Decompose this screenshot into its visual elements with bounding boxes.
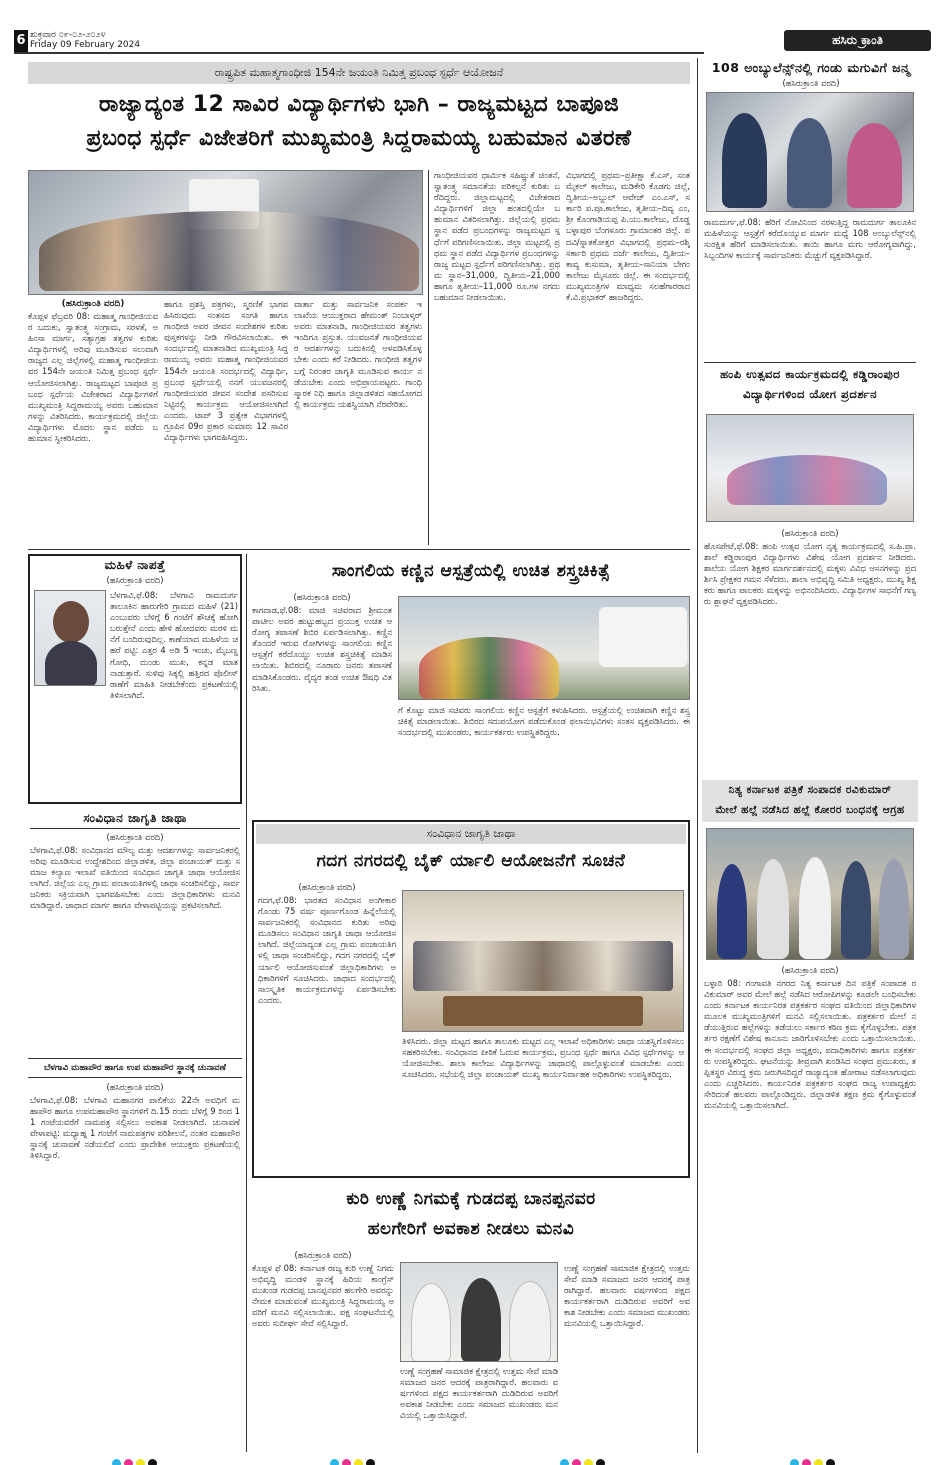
- kuri-headline-1: ಕುರಿ ಉಣ್ಣೆ ನಿಗಮಕ್ಕೆ ಗುಡದಪ್ಪ ಬಾನಪ್ಪನವರ: [346, 1189, 596, 1209]
- election-headline: ಬೆಳಗಾವಿ ಮಹಾಪೌರ ಹಾಗೂ ಉಪ ಮಹಾಪೌರ ಸ್ಥಾನಕ್ಕೆ ಚುನಾವಣೆ: [28, 1058, 242, 1078]
- yoga-headline-2: ವಿದ್ಯಾರ್ಥಿಗಳಿಂದ ಯೋಗ ಪ್ರದರ್ಶನ: [743, 387, 877, 401]
- yoga-credit: (ಹಸಿರುಕ್ರಾಂತಿ ವರದಿ): [781, 528, 839, 538]
- ambulance-photo: [706, 92, 914, 212]
- yellow-dot: [136, 1459, 145, 1465]
- lead-column-5: ವಿಭಾಗದಲ್ಲಿ ಪ್ರಥಮ–ಪ್ರತೀಕ್ಷಾ ಕೆ.ಎಸ್, ಸಂತ ಮೈಕಲ್ ಕಾಲೇಜು, ಮಡಿಕೇರಿ ಕೊಡಗು ಜಿಲ್ಲೆ, ದ್ವಿತೀಯ–ಅಬ್ದುಲ್ ಆವೇಜ್ ಎಂ.ಎಸ್, ಸರ್ಕಾರಿ ಪ.ಪೂ.ಕಾಲೇಜು, ತೃತೀಯ–ದಿವ್ಯ ಎಂ, ಶ್ರೀ ಕೊಂಗಾಡಿಯಪ್ಪ ಪಿ.ಯು.ಕಾಲೇಜು, ದೊಡ್ಡಬಳ್ಳಾಪುರ ಬೆಂಗಳೂರು ಗ್ರಾಮಾಂತರ ಜಿಲ್ಲೆ. ಪದವಿ/ಸ್ನಾತಕೋತ್ತರ ವಿಭಾಗದಲ್ಲಿ ಪ್ರಥಮ–ರಶ್ಮಿ ಸರ್ಕಾರಿ ಪ್ರಥಮ ದರ್ಜೆ ಕಾಲೇಜು, ದ್ವಿತೀಯ–ಕಾವ್ಯ ಕುಸುಮಾ, ತೃತೀಯ–ಸಾನಿಯಾ ಬೇಗಂ ಕಾಲೇಜು ಮೈಸೂರು ಜಿಲ್ಲೆ. ಈ ಸಂದರ್ಭದಲ್ಲಿ ಮುಖ್ಯಮಂತ್ರಿಗಳ ಮಾಧ್ಯಮ ಸಲಹೆಗಾರರಾದ ಕೆ.ವಿ.ಪ್ರಭಾಕರ್ ಹಾಜರಿದ್ದರು.: [566, 170, 690, 303]
- gadag-headline: ಗದಗ ನಗರದಲ್ಲಿ ಬೈಕ್ ರ್ಯಾಲಿ ಆಯೋಜನೆಗೆ ಸೂಚನೆ: [316, 851, 626, 871]
- registration-marks-1: [112, 1453, 160, 1465]
- kuri-headline-2: ಹಲಗೇರಿಗೆ ಅವಕಾಶ ನೀಡಲು ಮನವಿ: [367, 1219, 575, 1239]
- lead-column-1: ಕೊಪ್ಪಳ ಫೆಬ್ರವರಿ 08: ಮಹಾತ್ಮ ಗಾಂಧೀಜಿಯವರ ಬದುಕು, ಸ್ವಾತಂತ್ರ್ಯ ಸಂಗ್ರಾಮ, ಸರಳತೆ, ಅಹಿಂಸಾ ಮಾರ್ಗ, ಸತ್ಯಾಗ್ರಹ ತತ್ವಗಳ ಕುರಿತು ವಿದ್ಯಾರ್ಥಿಗಳಲ್ಲಿ ಅರಿವು ಮೂಡಿಸುವ ಸಲುವಾಗಿ ರಾಜ್ಯದ ಎಲ್ಲ ಜಿಲ್ಲೆಗಳಲ್ಲಿ ಮಹಾತ್ಮ ಗಾಂಧೀಜಿಯವರ 154ನೇ ಜಯಂತಿ ನಿಮಿತ್ತ ಪ್ರಬಂಧ ಸ್ಪರ್ಧೆ ಆಯೋಜಿಸಲಾಗಿತ್ತು. ರಾಜ್ಯಮಟ್ಟದ ಬಾಪೂಜಿ ಪ್ರಬಂಧ ಸ್ಪರ್ಧೆಯ ವಿಜೇತರಾದ ವಿದ್ಯಾರ್ಥಿಗಳಿಗೆ ಮುಖ್ಯಮಂತ್ರಿ ಸಿದ್ದರಾಮಯ್ಯ ಅವರು ಬಹುಮಾನಗಳನ್ನು ವಿತರಿಸಿದರು. ಕಾರ್ಯಕ್ರಮದಲ್ಲಿ ಜಿಲ್ಲೆಯ ವಿದ್ಯಾರ್ಥಿಗಳು ಮೊದಲ ಸ್ಥಾನ ಪಡೆದು ಬಹುಮಾನ ಸ್ವೀಕರಿಸಿದರು.: [28, 311, 158, 444]
- kuri-credit: (ಹಸಿರುಕ್ರಾಂತಿ ವರದಿ): [294, 1250, 352, 1260]
- ambulance-credit: (ಹಸಿರುಕ್ರಾಂತಿ ವರದಿ): [782, 78, 840, 88]
- yoga-body: ಹೊಸಪೇಟೆ,ಫೆ.08: ಹಂಪಿ ಉತ್ಸವ ಯೋಗ ನೃತ್ಯ ಕಾರ್ಯಕ್ರಮದಲ್ಲಿ ಸ.ಹಿ.ಪ್ರಾ.ಶಾಲೆ ಕಡ್ಡಿರಾಂಪುರ ವಿದ್ಯಾರ್ಥಿಗಳು ವಿಶೇಷ ಯೋಗ ಪ್ರದರ್ಶನ ನೀಡಿದರು. ಶಾಲೆಯ ಯೋಗ ಶಿಕ್ಷಕರ ಮಾರ್ಗದರ್ಶನದಲ್ಲಿ ಮಕ್ಕಳು ವಿವಿಧ ಆಸನಗಳನ್ನು ಪ್ರದರ್ಶಿಸಿ ಪ್ರೇಕ್ಷಕರ ಗಮನ ಸೆಳೆದರು. ಶಾಲಾ ಅಭಿವೃದ್ಧಿ ಸಮಿತಿ ಅಧ್ಯಕ್ಷರು, ಮುಖ್ಯ ಶಿಕ್ಷಕರು ಹಾಗೂ ಪಾಲಕರು ಮಕ್ಕಳನ್ನು ಅಭಿನಂದಿಸಿದರು. ವಿದ್ಯಾರ್ಥಿಗಳ ಸಾಧನೆಗೆ ಗಣ್ಯರು ಶ್ಲಾಘನೆ ವ್ಯಕ್ತಪಡಿಸಿದರು.: [704, 541, 916, 607]
- jatha-left-credit: (ಹಸಿರುಕ್ರಾಂತಿ ವರದಿ): [106, 832, 164, 842]
- lead-column-2: ಹಾಗೂ ಪ್ರಶಸ್ತಿ ಪತ್ರಗಳು, ಸ್ಮರಣಿಕೆ ಭಾಗವಹಿಸಿರುವುದು ಸಂತಸದ ಸಂಗತಿ ಹಾಗೂ ಗಾಂಧೀಜಿ ಅವರ ಜೀವನ ಸಂದೇಶಗಳ ಕುರಿತು ಪುಸ್ತಕಗಳನ್ನು ನೀಡಿ ಗೌರವಿಸಲಾಯಿತು. ಈ ಸಂದರ್ಭದಲ್ಲಿ ಮಾತನಾಡಿದ ಮುಖ್ಯಮಂತ್ರಿ ಸಿದ್ದರಾಮಯ್ಯ ಅವರು ಮಹಾತ್ಮ ಗಾಂಧೀಜಿಯವರ 154ನೇ ಜಯಂತಿ ಸಂದರ್ಭದಲ್ಲಿ ವಿದ್ಯಾರ್ಥಿ, ಪ್ರಬಂಧ ಸ್ಪರ್ಧೆಯಲ್ಲಿ ನನಗೆ ಯುವಜನರಲ್ಲಿ ಗಾಂಧೀಜಿಯವರ ಜೀವನ ಸಂದೇಶ ಪಸರಿಸುವ ನಿಟ್ಟಿನಲ್ಲಿ ಕಾರ್ಯಕ್ರಮ ಆಯೋಜಿಸಲಾಗಿದೆ ಎಂದರು. ಟಾಪ್ 3 ಪ್ರತ್ಯೇಕ ವಿಭಾಗಗಳಲ್ಲಿ ಗ್ರೂಪಿನ 09ರ ಪ್ರಕಾರ ಸುಮಾರು 12 ಸಾವಿರ ವಿದ್ಯಾರ್ಥಿಗಳು ಭಾಗವಹಿಸಿದ್ದರು.: [164, 299, 288, 443]
- page-number: 6: [14, 30, 28, 52]
- black-dot: [148, 1459, 157, 1465]
- lead-photo-award-ceremony: [28, 170, 423, 295]
- ambulance-body: ರಾಮದುರ್ಗ,ಫೆ.08: ಹೆರಿಗೆ ನೋವಿನಿಂದ ನರಳುತ್ತಿದ್ದ ರಾಮದುರ್ಗ ತಾಲೂಕಿನ ಮಹಿಳೆಯನ್ನು ಆಸ್ಪತ್ರೆಗೆ ಕರೆದೊಯ್ಯುವ ಮಾರ್ಗ ಮಧ್ಯೆ 108 ಅಂಬ್ಯುಲೆನ್ಸ್‌ನಲ್ಲಿ ಸುರಕ್ಷಿತ ಹೆರಿಗೆ ಮಾಡಿಸಲಾಯಿತು. ತಾಯಿ ಹಾಗೂ ಮಗು ಆರೋಗ್ಯವಾಗಿದ್ದು, ಸಿಬ್ಬಂದಿಗಳ ಕಾರ್ಯಕ್ಕೆ ಸಾರ್ವಜನಿಕರು ಮೆಚ್ಚುಗೆ ವ್ಯಕ್ತಪಡಿಸಿದ್ದಾರೆ.: [704, 217, 916, 261]
- ravikumar-headline-1: ನಿತ್ಯ ಕರ್ನಾಟಕ ಪತ್ರಿಕೆ ಸಂಪಾದಕ ರವಿಕುಮಾರ್: [728, 784, 892, 796]
- right-column-rule: [697, 58, 698, 1453]
- yoga-top-rule: [704, 362, 916, 363]
- ravikumar-body: ಬಳ್ಳಾರಿ 08: ಗಂಗಾವತಿ ನಗರದ ನಿತ್ಯ ಕರ್ನಾಟಕ ದಿನ ಪತ್ರಿಕೆ ಸಂಪಾದಕ ರವಿಕುಮಾರ್ ಅವರ ಮೇಲೆ ಹಲ್ಲೆ ನಡೆಸಿದ ಆರೋಪಿಗಳನ್ನು ಕೂಡಲೇ ಬಂಧಿಸಬೇಕು ಎಂದು ಕರ್ನಾಟಕ ಕಾರ್ಯನಿರತ ಪತ್ರಕರ್ತರ ಸಂಘದ ವತಿಯಿಂದ ಜಿಲ್ಲಾಧಿಕಾರಿಗಳ ಮೂಲಕ ಮುಖ್ಯಮಂತ್ರಿಗಳಿಗೆ ಮನವಿ ಸಲ್ಲಿಸಲಾಯಿತು. ಪತ್ರಕರ್ತರ ಮೇಲೆ ನಡೆಯುತ್ತಿರುವ ಹಲ್ಲೆಗಳನ್ನು ತಡೆಯಲು ಸರ್ಕಾರ ಕಠಿಣ ಕ್ರಮ ಕೈಗೊಳ್ಳಬೇಕು. ಪತ್ರಕರ್ತರ ರಕ್ಷಣೆಗೆ ವಿಶೇಷ ಕಾನೂನು ಜಾರಿಗೊಳಿಸಬೇಕು ಎಂದು ಒತ್ತಾಯಿಸಲಾಯಿತು. ಈ ಸಂದರ್ಭದಲ್ಲಿ ಸಂಘದ ಜಿಲ್ಲಾ ಅಧ್ಯಕ್ಷರು, ಪದಾಧಿಕಾರಿಗಳು ಹಾಗೂ ಪತ್ರಕರ್ತರು ಉಪಸ್ಥಿತರಿದ್ದರು. ಘಟನೆಯನ್ನು ತೀವ್ರವಾಗಿ ಖಂಡಿಸಿದ ಸಂಘದ ಪ್ರಮುಖರು, ತಪ್ಪಿತಸ್ಥರ ವಿರುದ್ಧ ಕ್ರಮ ಜರುಗಿಸದಿದ್ದರೆ ರಾಜ್ಯಾದ್ಯಂತ ಹೋರಾಟ ನಡೆಸಲಾಗುವುದು ಎಂದು ಎಚ್ಚರಿಸಿದರು. ಕಾರ್ಯನಿರತ ಪತ್ರಕರ್ತರ ಸಂಘದ ರಾಜ್ಯ ಉಪಾಧ್ಯಕ್ಷರು ಸೇರಿದಂತೆ ಹಲವರು ಪಾಲ್ಗೊಂಡಿದ್ದರು. ಜಿಲ್ಲಾಡಳಿತ ತಕ್ಷಣ ಕ್ರಮ ಕೈಗೊಳ್ಳುವಂತೆ ಮನವಿಯಲ್ಲಿ ಒತ್ತಾಯಿಸಲಾಗಿದೆ.: [704, 978, 916, 1111]
- lead-headline-1: ರಾಜ್ಯಾದ್ಯಂತ 12 ಸಾವಿರ ವಿದ್ಯಾರ್ಥಿಗಳು ಭಾಗಿ – ರಾಜ್ಯಮಟ್ಟದ ಬಾಪೂಜಿ: [98, 92, 620, 117]
- lead-bottom-rule: [28, 549, 690, 550]
- gadag-body-2: ತಿಳಿಸಿದರು. ಜಿಲ್ಲಾ ಮಟ್ಟದ ಹಾಗೂ ತಾಲೂಕು ಮಟ್ಟದ ಎಲ್ಲ ಇಲಾಖೆ ಅಧಿಕಾರಿಗಳು ಜಾಥಾ ಯಶಸ್ವಿಗೊಳಿಸಲು ಸಹಕರಿಸಬೇಕು. ಸಂವಿಧಾನದ ಪೀಠಿಕೆ ಓದುವ ಕಾರ್ಯಕ್ರಮ, ಪ್ರಬಂಧ ಸ್ಪರ್ಧೆ ಹಾಗೂ ವಿವಿಧ ಸ್ಪರ್ಧೆಗಳನ್ನು ಆಯೋಜಿಸಬೇಕು. ಶಾಲಾ ಕಾಲೇಜು ವಿದ್ಯಾರ್ಥಿಗಳನ್ನು ಜಾಥಾದಲ್ಲಿ ಪಾಲ್ಗೊಳ್ಳುವಂತೆ ಮಾಡಬೇಕು ಎಂದು ಸೂಚಿಸಿದರು. ಸಭೆಯಲ್ಲಿ ಜಿಲ್ಲಾ ಪಂಚಾಯತ್ ಮುಖ್ಯ ಕಾರ್ಯನಿರ್ವಾಹಕ ಅಧಿಕಾರಿಗಳು ಉಪಸ್ಥಿತರಿದ್ದರು.: [402, 1036, 684, 1080]
- jatha-left-headline: ಸಂವಿಧಾನ ಜಾಗೃತಿ ಜಾಥಾ: [30, 808, 240, 829]
- missing-body: ಬೆಳಗಾವಿ,ಫೆ.08: ಬೆಳಗಾವಿ ರಾಮದುರ್ಗ ತಾಲೂಕಿನ ಹಾರುಗೇರಿ ಗ್ರಾಮದ ಮಹಿಳೆ (21) ಎಂಬುವರು ಬೆಳಿಗ್ಗೆ 6 ಗಂಟೆಗೆ ಶೌಚಕ್ಕೆ ಹೋಗಿ ಬರುತ್ತೇನೆ ಎಂದು ಹೇಳಿ ಹೋದವರು ಮರಳಿ ಮನೆಗೆ ಬಂದಿರುವುದಿಲ್ಲ. ಕಾಣೆಯಾದ ಮಹಿಳೆಯ ಚಹರೆ ಪಟ್ಟಿ: ಎತ್ತರ 4 ಅಡಿ 5 ಇಂಚು, ಮೈಬಣ್ಣ ಗೋಧಿ, ದುಂಡು ಮುಖ, ಕನ್ನಡ ಮಾತನಾಡುತ್ತಾರೆ. ಸುಳಿವು ಸಿಕ್ಕಲ್ಲಿ ಹತ್ತಿರದ ಪೊಲೀಸ್ ಠಾಣೆಗೆ ಮಾಹಿತಿ ನೀಡಬೇಕೆಂದು ಪ್ರಕಟಣೆಯಲ್ಲಿ ತಿಳಿಸಲಾಗಿದೆ.: [110, 590, 238, 700]
- yoga-photo: [706, 414, 914, 522]
- kuri-caption-text: ಉಣ್ಣೆ ಸಂಗ್ರಹಣೆ ಸಾಮಾಜಿಕ ಕ್ಷೇತ್ರದಲ್ಲಿ ಉತ್ತಮ ಸೇವೆ ಮಾಡಿ ಸಮಾಜದ ಜನರ ಆದರಕ್ಕೆ ಪಾತ್ರರಾಗಿದ್ದಾರೆ. ಹಲವಾರು ವರ್ಷಗಳಿಂದ ಪಕ್ಷದ ಕಾರ್ಯಕರ್ತರಾಗಿ ದುಡಿದಿರುವ ಅವರಿಗೆ ಅವಕಾಶ ನೀಡಬೇಕು ಎಂದು ಸಮಾಜದ ಮುಖಂಡರು ಮನವಿಯಲ್ಲಿ ಒತ್ತಾಯಿಸಿದ್ದಾರೆ.: [400, 1366, 558, 1421]
- registration-marks-3: [560, 1453, 608, 1465]
- lead-credit: (ಹಸಿರುಕ್ರಾಂತಿ ವರದಿ): [61, 299, 125, 309]
- dateline: [30, 30, 140, 50]
- ambulance-headline: 108 ಅಂಬ್ಯುಲೆನ್ಸ್‌ನಲ್ಲಿ ಗಂಡು ಮಗುವಿಗೆ ಜನ್ಮ: [711, 60, 911, 75]
- ravikumar-headline-box: [702, 780, 918, 822]
- ravikumar-headline-2: ಮೇಲೆ ಹಲ್ಲೆ ನಡೆಸಿದ ಹಲ್ಲೆ ಕೋರರ ಬಂಧನಕ್ಕೆ ಆಗ್ರಹ: [715, 804, 905, 816]
- kuri-body-2: ಉಣ್ಣೆ ಸಂಗ್ರಹಣೆ ಸಾಮಾಜಿಕ ಕ್ಷೇತ್ರದಲ್ಲಿ ಉತ್ತಮ ಸೇವೆ ಮಾಡಿ ಸಮಾಜದ ಜನರ ಆದರಕ್ಕೆ ಪಾತ್ರರಾಗಿದ್ದಾರೆ. ಹಲವಾರು ವರ್ಷಗಳಿಂದ ಪಕ್ಷದ ಕಾರ್ಯಕರ್ತರಾಗಿ ದುಡಿದಿರುವ ಅವರಿಗೆ ಅವಕಾಶ ನೀಡಬೇಕು ಎಂದು ಸಮಾಜದ ಮುಖಂಡರು ಮನವಿಯಲ್ಲಿ ಒತ್ತಾಯಿಸಿದ್ದಾರೆ.: [564, 1263, 690, 1329]
- kuri-photo: [400, 1262, 558, 1362]
- page-header: [14, 30, 931, 54]
- gadag-meeting-photo: [402, 890, 684, 1032]
- lead-column-4: ಗಾಂಧೀಜಿಯವರ ಧಾರ್ಮಿಕ ಸಹಿಷ್ಣುತೆ ಚಿಂತನೆ, ಸ್ವಾತಂತ್ರ್ಯ ಸಮಾನತೆಯ ಪರಿಕಲ್ಪನೆ ಕುರಿತು ಬರೆದಿದ್ದರು. ಜಿಲ್ಲಾಮಟ್ಟದಲ್ಲಿ ವಿಜೇತರಾದ ವಿದ್ಯಾರ್ಥಿಗಳಿಗೆ ಜಿಲ್ಲಾ ಹಂತದಲ್ಲಿಯೇ ಬಹುಮಾನ ವಿತರಿಸಲಾಗಿತ್ತು. ಜಿಲ್ಲೆಯಲ್ಲಿ ಪ್ರಥಮ ಸ್ಥಾನ ಪಡೆದ ಪ್ರಬಂಧಗಳನ್ನು ರಾಜ್ಯಮಟ್ಟದ ಸ್ಪರ್ಧೆಗೆ ಪರಿಗಣಿಸಲಾಯಿತು. ಜಿಲ್ಲಾ ಮಟ್ಟದಲ್ಲಿ ಪ್ರಥಮ ಸ್ಥಾನ ಪಡೆದ ವಿದ್ಯಾರ್ಥಿಗಳ ಪ್ರಬಂಧಗಳನ್ನು ರಾಜ್ಯ ಮಟ್ಟದ ಸ್ಪರ್ಧೆಗೆ ಪರಿಗಣಿಸಲಾಗಿತ್ತು. ಪ್ರಥಮ ಸ್ಥಾನ–31,000, ದ್ವಿತೀಯ–21,000 ಹಾಗೂ ತೃತೀಯ–11,000 ರೂ.ಗಳ ನಗದು ಬಹುಮಾನ ನೀಡಲಾಯಿತು.: [434, 170, 560, 303]
- cyan-dot: [112, 1459, 121, 1465]
- missing-headline: ಮಹಿಳೆ ನಾಪತ್ತೆ: [104, 558, 166, 572]
- sangli-photo: [398, 596, 690, 700]
- sangli-headline: ಸಾಂಗಲಿಯ ಕಣ್ಣಿನ ಆಸ್ಪತ್ರೆಯಲ್ಲಿ ಉಚಿತ ಶಸ್ತ್ರಚಿಕಿತ್ಸೆ: [331, 561, 611, 581]
- sangli-body-2: ಗೆ ಕೊಟ್ಟು ಮಾಜಿ ಸಚಿವರು ಸಾಂಗಲಿಯ ಕಣ್ಣಿನ ಆಸ್ಪತ್ರೆಗೆ ಕಳುಹಿಸಿದರು. ಆಸ್ಪತ್ರೆಯಲ್ಲಿ ಉಚಿತವಾಗಿ ಕಣ್ಣಿನ ಶಸ್ತ್ರಚಿಕಿತ್ಸೆ ಮಾಡಲಾಯಿತು. ಶಿಬಿರದ ಸದುಪಯೋಗ ಪಡೆದುಕೊಂಡ ಫಲಾನುಭವಿಗಳು ಸಂತಸ ವ್ಯಕ್ತಪಡಿಸಿದರು. ಈ ಸಂದರ್ಭದಲ್ಲಿ ಮುಖಂಡರು, ಕಾರ್ಯಕರ್ತರು ಉಪಸ್ಥಿತರಿದ್ದರು.: [398, 705, 690, 738]
- section-tag: ಹಸಿರು ಕ್ರಾಂತಿ: [784, 30, 931, 51]
- kuri-body: ಕೊಪ್ಪಳ ಫೆ 08: ಕರ್ನಾಟಕ ರಾಜ್ಯ ಕುರಿ ಉಣ್ಣೆ ನಿಗಮ ಅಭಿವೃದ್ಧಿ ಮಂಡಳಿ ಸ್ಥಾನಕ್ಕೆ ಹಿರಿಯ ಕಾಂಗ್ರೆಸ್ ಮುಖಂಡ ಗುಡದಪ್ಪ ಬಾನಪ್ಪನವರ ಹಲಗೇರಿ ಅವರನ್ನು ನೇಮಕ ಮಾಡುವಂತೆ ಮುಖ್ಯಮಂತ್ರಿ ಸಿದ್ದರಾಮಯ್ಯ ಅವರಿಗೆ ಮನವಿ ಸಲ್ಲಿಸಲಾಯಿತು. ಪಕ್ಷ ಸಂಘಟನೆಯಲ್ಲಿ ಅವರು ಸುದೀರ್ಘ ಸೇವೆ ಸಲ್ಲಿಸಿದ್ದಾರೆ.: [252, 1263, 394, 1329]
- gadag-kicker: ಸಂವಿಧಾನ ಜಾಗೃತಿ ಜಾಥಾ: [256, 824, 686, 844]
- missing-credit: (ಹಸಿರುಕ್ರಾಂತಿ ವರದಿ): [106, 575, 164, 585]
- date-english: Friday 09 February 2024: [30, 40, 141, 50]
- sangli-body: ಕಾಗವಾಡ,ಫೆ.08: ಮಾಜಿ ಸಚಿವರಾದ ಶ್ರೀಮಂತ ಪಾಟೀಲ ಅವರ ಹುಟ್ಟುಹಬ್ಬದ ಪ್ರಯುಕ್ತ ಉಚಿತ ಆರೋಗ್ಯ ತಪಾಸಣೆ ಶಿಬಿರ ಏರ್ಪಡಿಸಲಾಗಿತ್ತು. ಕಣ್ಣಿನ ತೊಂದರೆ ಇರುವ ರೋಗಿಗಳನ್ನು ಸಾಂಗಲಿಯ ಕಣ್ಣಿನ ಆಸ್ಪತ್ರೆಗೆ ಕರೆದೊಯ್ದು ಉಚಿತ ಶಸ್ತ್ರಚಿಕಿತ್ಸೆ ಮಾಡಿಸಲಾಯಿತು. ಶಿಬಿರದಲ್ಲಿ ನೂರಾರು ಜನರು ತಪಾಸಣೆ ಮಾಡಿಸಿಕೊಂಡರು. ವೈದ್ಯರ ತಂಡ ಉಚಿತ ಔಷಧಿ ವಿತರಿಸಿತು.: [252, 605, 392, 693]
- missing-person-photo: [34, 590, 106, 686]
- gadag-credit: (ಹಸಿರುಕ್ರಾಂತಿ ವರದಿ): [298, 882, 356, 892]
- lead-kicker: ರಾಷ್ಟ್ರಪಿತ ಮಹಾತ್ಮಗಾಂಧೀಜಿ 154ನೇ ಜಯಂತಿ ನಿಮಿತ್ತ ಪ್ರಬಂಧ ಸ್ಪರ್ಧೆ ಆಯೋಜನೆ: [28, 62, 690, 84]
- date-kannada: ಶುಕ್ರವಾರ ೦೯-೦೨-೨೦೨೪: [30, 30, 106, 40]
- jatha-left-body: ಬೆಳಗಾವಿ,ಫೆ.08: ಸಂವಿಧಾನದ ಮೌಲ್ಯ ಮತ್ತು ಆದರ್ಶಗಳನ್ನು ಸಾರ್ವಜನಿಕರಲ್ಲಿ ಅರಿವು ಮೂಡಿಸುವ ಉದ್ದೇಶದಿಂದ ಜಿಲ್ಲಾಡಳಿತ, ಜಿಲ್ಲಾ ಪಂಚಾಯತ್ ಮತ್ತು ಸಮಾಜ ಕಲ್ಯಾಣ ಇಲಾಖೆ ವತಿಯಿಂದ ಸಂವಿಧಾನ ಜಾಗೃತಿ ಜಾಥಾ ಆಯೋಜಿಸಲಾಗಿದೆ. ಜಿಲ್ಲೆಯ ಎಲ್ಲ ಗ್ರಾಮ ಪಂಚಾಯತಿಗಳಲ್ಲಿ ಜಾಥಾ ಸಂಚರಿಸಲಿದ್ದು, ಸಾರ್ವಜನಿಕರು ಸಕ್ರಿಯವಾಗಿ ಭಾಗವಹಿಸಬೇಕು ಎಂದು ಜಿಲ್ಲಾಧಿಕಾರಿಗಳು ಮನವಿ ಮಾಡಿದ್ದಾರೆ. ಜಾಥಾದ ಮಾರ್ಗ ಹಾಗೂ ವೇಳಾಪಟ್ಟಿಯನ್ನು ಪ್ರಕಟಿಸಲಾಗಿದೆ.: [30, 845, 240, 911]
- lead-headline-2: ಪ್ರಬಂಧ ಸ್ಪರ್ಧೆ ವಿಜೇತರಿಗೆ ಮುಖ್ಯಮಂತ್ರಿ ಸಿದ್ದರಾಮಯ್ಯ ಬಹುಮಾನ ವಿತರಣೆ: [86, 126, 632, 151]
- lead-column-3: ವಾರ್ತಾ ಮತ್ತು ಸಾರ್ವಜನಿಕ ಸಂಪರ್ಕ ಇಲಾಖೆಯ ಆಯುಕ್ತರಾದ ಹೇಮಂತ್ ನಿಂಬಾಳ್ಕರ್ ಅವರು ಮಾತನಾಡಿ, ಗಾಂಧೀಜಿಯವರ ತತ್ವಗಳು ಇಂದಿಗೂ ಪ್ರಸ್ತುತ. ಯುವಜನತೆ ಗಾಂಧೀಜಿಯವರ ಆದರ್ಶಗಳನ್ನು ಬದುಕಿನಲ್ಲಿ ಅಳವಡಿಸಿಕೊಳ್ಳಬೇಕು ಎಂದು ಕರೆ ನೀಡಿದರು. ಗಾಂಧೀಜಿ ತತ್ವಗಳ ಬಗ್ಗೆ ನಿರಂತರ ಜಾಗೃತಿ ಮೂಡಿಸುವ ಕಾರ್ಯ ನಡೆಯಬೇಕು ಎಂದು ಅಭಿಪ್ರಾಯಪಟ್ಟರು. ಗಾಂಧಿ ಸ್ಮಾರಕ ನಿಧಿ ಹಾಗೂ ಜಿಲ್ಲಾಡಳಿತದ ಸಹಯೋಗದಲ್ಲಿ ಕಾರ್ಯಕ್ರಮ ಯಶಸ್ವಿಯಾಗಿ ನೆರವೇರಿತು.: [294, 299, 422, 409]
- column-rule: [428, 170, 429, 545]
- election-body: ಬೆಳಗಾವಿ,ಫೆ.08: ಬೆಳಗಾವಿ ಮಹಾನಗರ ಪಾಲಿಕೆಯ 22ನೇ ಅವಧಿಗೆ ಮಹಾಪೌರ ಹಾಗೂ ಉಪಮಹಾಪೌರ ಸ್ಥಾನಗಳಿಗೆ ದಿ.15 ರಂದು ಬೆಳಿಗ್ಗೆ 9 ರಿಂದ 11 ಗಂಟೆಯವರೆಗೆ ನಾಮಪತ್ರ ಸಲ್ಲಿಸಲು ಅವಕಾಶ ನೀಡಲಾಗಿದೆ. ಚುನಾವಣೆ ವೇಳಾಪಟ್ಟಿ: ಮಧ್ಯಾಹ್ನ 1 ಗಂಟೆಗೆ ನಾಮಪತ್ರಗಳ ಪರಿಶೀಲನೆ, ನಂತರ ಮಹಾಪೌರ ಸ್ಥಾನಕ್ಕೆ ಚುನಾವಣೆ ನಡೆಯಲಿದೆ ಎಂದು ಪ್ರಾದೇಶಿಕ ಆಯುಕ್ತರು ಪ್ರಕಟಣೆಯಲ್ಲಿ ತಿಳಿಸಿದ್ದಾರೆ.: [30, 1095, 240, 1161]
- left-column-rule: [246, 554, 247, 1452]
- election-credit: (ಹಸಿರುಕ್ರಾಂತಿ ವರದಿ): [106, 1082, 164, 1092]
- magenta-dot: [124, 1459, 133, 1465]
- gadag-body: ಗದಗ,ಫೆ.08: ಭಾರತದ ಸಂವಿಧಾನ ಅಂಗೀಕಾರಗೊಂಡು 75 ವರ್ಷ ಪೂರ್ಣಗೊಂಡ ಹಿನ್ನೆಲೆಯಲ್ಲಿ ಸಾರ್ವಜನಿಕರಲ್ಲಿ ಸಂವಿಧಾನದ ಕುರಿತು ಅರಿವು ಮೂಡಿಸಲು ಸಂವಿಧಾನ ಜಾಗೃತಿ ಜಾಥಾ ಆಯೋಜಿಸಲಾಗಿದೆ. ಜಿಲ್ಲೆಯಾದ್ಯಂತ ಎಲ್ಲ ಗ್ರಾಮ ಪಂಚಾಯತಿಗಳಲ್ಲಿ ಜಾಥಾ ಸಂಚರಿಸಲಿದ್ದು, ಗದಗ ನಗರದಲ್ಲಿ ಬೈಕ್ ರ್ಯಾಲಿ ಆಯೋಜಿಸುವಂತೆ ಜಿಲ್ಲಾಧಿಕಾರಿಗಳು ಅಧಿಕಾರಿಗಳಿಗೆ ಸೂಚಿಸಿದರು. ಜಾಥಾದ ಸಂದರ್ಭದಲ್ಲಿ ಸಾಂಸ್ಕೃತಿಕ ಕಾರ್ಯಕ್ರಮಗಳನ್ನು ಏರ್ಪಡಿಸಬೇಕು ಎಂದರು.: [258, 895, 396, 1005]
- ravikumar-credit: (ಹಸಿರುಕ್ರಾಂತಿ ವರದಿ): [781, 965, 839, 975]
- ravikumar-photo: [706, 828, 914, 960]
- registration-marks-4: [790, 1453, 838, 1465]
- sangli-credit: (ಹಸಿರುಕ್ರಾಂತಿ ವರದಿ): [293, 592, 351, 602]
- yoga-headline-1: ಹಂಪಿ ಉತ್ಸವದ ಕಾರ್ಯಕ್ರಮದಲ್ಲಿ ಕಡ್ಡಿರಾಂಪುರ: [720, 367, 900, 381]
- header-rule: [14, 52, 704, 54]
- registration-marks-2: [330, 1453, 378, 1465]
